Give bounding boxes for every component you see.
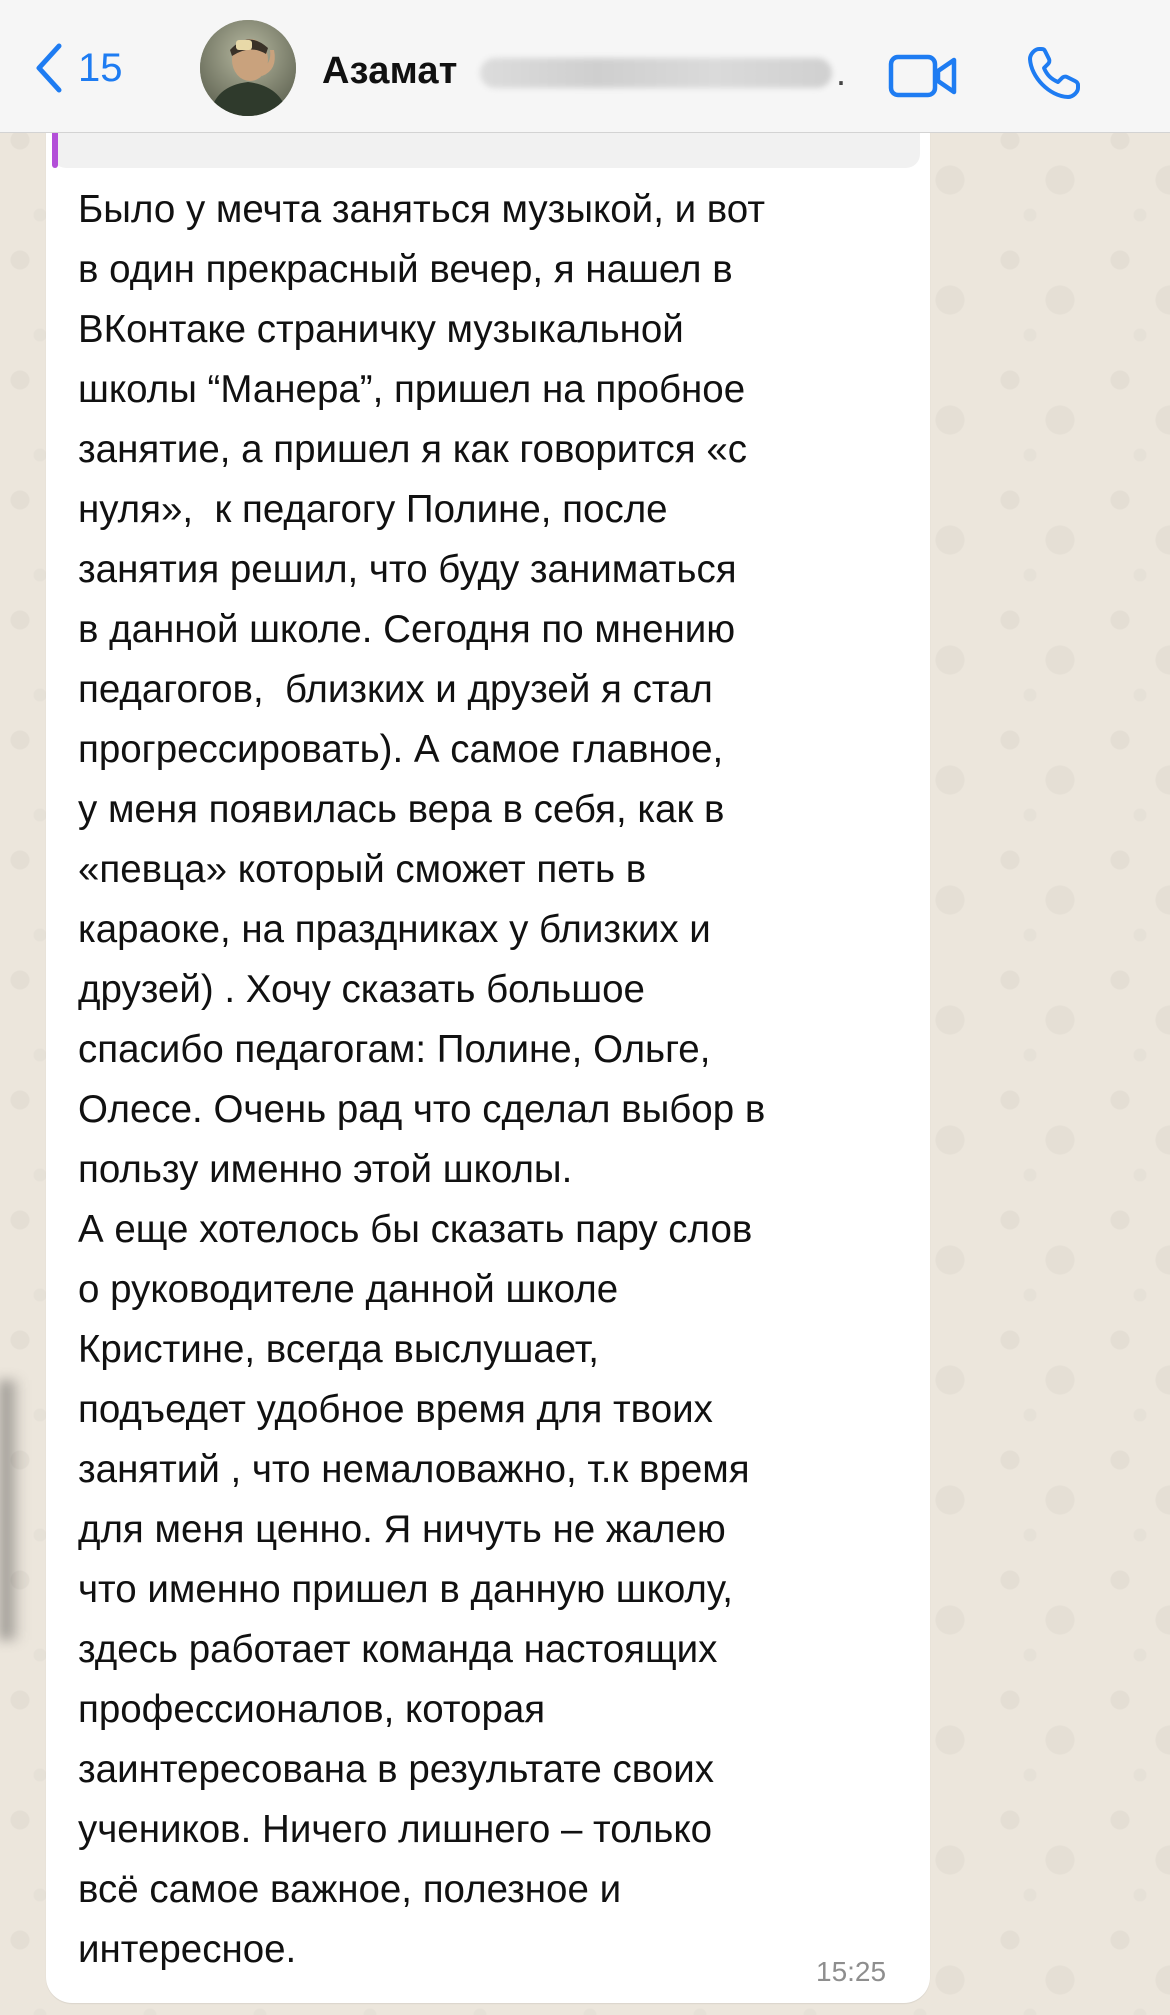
unread-count: 15 [78,45,123,90]
message-text: Было у мечта заняться музыкой, и вот в один прекрасный вечер, я нашел в ВКонтаке страничку музыкальной школы “Манера”, пришел на пробное занятие, а пришел я как говорится «с нуля», к педагогу Полине, после занятия решил, что буду заниматься в данной школе. Сегодня по мнению педагогов, близких и друзей я стал прогрессировать). А самое главное, у меня появилась вера в себя, как в «певца» который сможет петь в караоке, на праздниках у близких и друзей) . Хочу сказать большое спасибо педагогам: Полине, Ольге, Олесе. Очень рад что сделал выбор в пользу именно этой школы. А еще хотелось бы сказать пару слов о руководителе данной школе Кристине, всегда выслушает, подъедет удобное время для твоих занятий , что немаловажно, т.к время для меня ценно. Я ничуть не жалею что именно пришел в данную школу, здесь работает команда настоящих профессионалов, которая заинтересована в результате своих учеников. Ничего лишнего – только всё самое важное, полезное и интересное. [78,188,766,1971]
phone-icon[interactable] [1025,44,1083,107]
contact-name[interactable]: Азамат [322,50,458,92]
chevron-left-icon [34,42,64,94]
name-ellipsis: . [836,52,847,93]
avatar-photo [200,20,296,116]
message-time: 15:25 [816,1956,887,1987]
chat-header [0,0,1170,133]
name-redaction [480,58,832,88]
back-button[interactable] [34,38,123,98]
edge-shadow [0,1380,22,1640]
video-camera-icon[interactable] [888,54,960,103]
avatar[interactable] [200,20,296,116]
